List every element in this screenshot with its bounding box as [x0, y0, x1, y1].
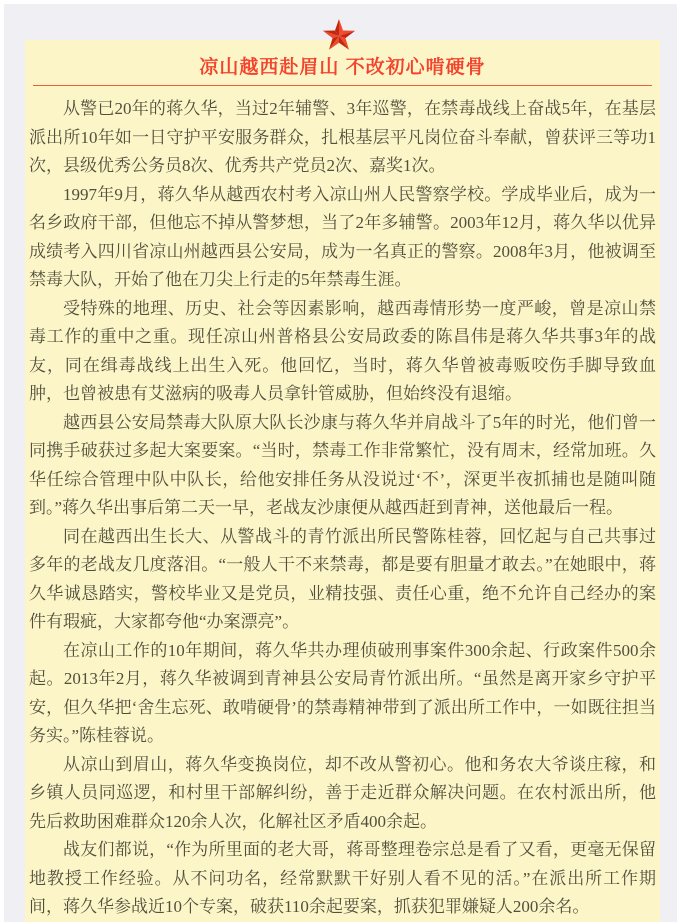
article-body — [25, 95, 660, 922]
red-star-icon — [322, 19, 356, 53]
page-edge-top — [0, 0, 677, 4]
article-paragraph: 1997年9月，蒋久华从越西农村考入凉山州人民警察学校。学成毕业后，成为一名乡政府干部，但他忘不掉从警梦想，当了2年多辅警。2003年12月，蒋久华以优异成绩考入四川省凉山州越西县公安局，成为一名真正的警察。2008年3月，他被调至禁毒大队，开始了他在刀尖上行走的5年禁毒生涯。 — [29, 184, 656, 289]
article-card — [25, 40, 660, 922]
article-paragraph: 从凉山到眉山，蒋久华变换岗位，却不改从警初心。他和务农大爷谈庄稼，和乡镇人员同巡逻，和村里干部解纠纷，善于走近群众解决问题。在农村派出所，他先后救助困难群众120余人次，化解社区矛盾400余起。 — [29, 754, 656, 831]
page-edge-left — [0, 0, 4, 922]
article-paragraph: 越西县公安局禁毒大队原大队长沙康与蒋久华并肩战斗了5年的时光，他们曾一同携手破获过多起大案要案。“当时，禁毒工作非常繁忙，没有周末，经常加班。久华任综合管理中队中队长，给他安排任务从没说过‘不’，深更半夜抓捕也是随叫随到。”蒋久华出事后第二天一早，老战友沙康便从越西赶到青神，送他最后一程。 — [29, 412, 656, 517]
article-paragraph: 同在越西出生长大、从警战斗的青竹派出所民警陈桂蓉，回忆起与自己共事过多年的老战友几度落泪。“一般人干不来禁毒，都是要有胆量才敢去。”在她眼中，蒋久华诚恳踏实，警校毕业又是党员，业精技强、责任心重，绝不允许自己经办的案件有瑕疵，大家都夸他“办案漂亮”。 — [29, 526, 656, 631]
article-title: 凉山越西赴眉山 不改初心啃硬骨 — [199, 57, 486, 78]
article-paragraph: 在凉山工作的10年期间，蒋久华共办理侦破刑事案件300余起、行政案件500余起。2013年2月，蒋久华被调到青神县公安局青竹派出所。“虽然是离开家乡守护平安，但久华把‘舍生忘死、敢啃硬骨’的禁毒精神带到了派出所工作中，一如既往担当务实。”陈桂蓉说。 — [29, 640, 656, 745]
title-divider — [33, 85, 652, 86]
article-paragraph: 从警已20年的蒋久华，当过2年辅警、3年巡警，在禁毒战线上奋战5年，在基层派出所10年如一日守护平安服务群众，扎根基层平凡岗位奋斗奉献，曾获评三等功1次，县级优秀公务员8次、优秀共产党员2次、嘉奖1次。 — [29, 99, 656, 175]
article-paragraph: 战友们都说，“作为所里面的老大哥，蒋哥整理卷宗总是看了又看，更毫无保留地教授工作经验。从不问功名，经常默默干好别人看不见的活。”在派出所工作期间，蒋久华参战近10个专案，破获110余起要案，抓获犯罪嫌疑人200余名。 — [29, 840, 656, 916]
article-paragraph: 受特殊的地理、历史、社会等因素影响，越西毒情形势一度严峻，曾是凉山禁毒工作的重中之重。现任凉山州普格县公安局政委的陈昌伟是蒋久华共事3年的战友，同在缉毒战线上出生入死。他回忆，当时，蒋久华曾被毒贩咬伤手脚导致血肿，也曾被患有艾滋病的吸毒人员拿针管威胁，但始终没有退缩。 — [29, 298, 656, 403]
